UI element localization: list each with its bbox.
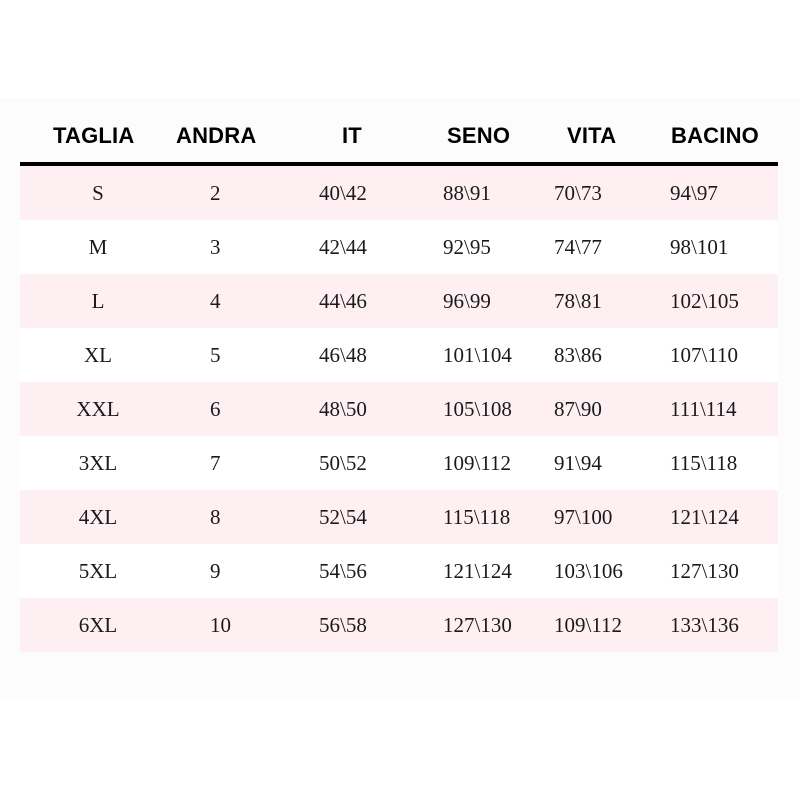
cell-vita: 97\100 bbox=[544, 490, 660, 544]
cell-vita: 103\106 bbox=[544, 544, 660, 598]
table-row bbox=[20, 544, 778, 598]
cell-seno: 121\124 bbox=[432, 544, 544, 598]
cell-seno: 88\91 bbox=[432, 164, 544, 220]
cell-taglia: 3XL bbox=[20, 436, 176, 490]
cell-seno: 127\130 bbox=[432, 598, 544, 652]
cell-andra: 7 bbox=[176, 436, 260, 490]
cell-vita: 83\86 bbox=[544, 328, 660, 382]
cell-vita: 91\94 bbox=[544, 436, 660, 490]
cell-bacino: 133\136 bbox=[660, 598, 778, 652]
cell-taglia: XXL bbox=[20, 382, 176, 436]
table-row bbox=[20, 220, 778, 274]
cell-it: 44\46 bbox=[260, 274, 432, 328]
cell-it: 48\50 bbox=[260, 382, 432, 436]
table-row bbox=[20, 490, 778, 544]
table-row bbox=[20, 274, 778, 328]
cell-seno: 109\112 bbox=[432, 436, 544, 490]
cell-seno: 92\95 bbox=[432, 220, 544, 274]
cell-it: 52\54 bbox=[260, 490, 432, 544]
cell-andra: 10 bbox=[176, 598, 260, 652]
cell-vita: 74\77 bbox=[544, 220, 660, 274]
size-chart-table bbox=[20, 110, 778, 652]
header-seno: SENO bbox=[432, 110, 544, 164]
cell-andra: 9 bbox=[176, 544, 260, 598]
header-andra: ANDRA bbox=[176, 110, 260, 164]
cell-taglia: S bbox=[20, 164, 176, 220]
header-bacino: BACINO bbox=[660, 110, 778, 164]
cell-bacino: 115\118 bbox=[660, 436, 778, 490]
cell-andra: 5 bbox=[176, 328, 260, 382]
table-row bbox=[20, 164, 778, 220]
cell-it: 42\44 bbox=[260, 220, 432, 274]
cell-it: 50\52 bbox=[260, 436, 432, 490]
header-taglia: TAGLIA bbox=[20, 110, 176, 164]
cell-taglia: 6XL bbox=[20, 598, 176, 652]
cell-seno: 101\104 bbox=[432, 328, 544, 382]
cell-taglia: L bbox=[20, 274, 176, 328]
cell-seno: 105\108 bbox=[432, 382, 544, 436]
cell-vita: 109\112 bbox=[544, 598, 660, 652]
cell-it: 54\56 bbox=[260, 544, 432, 598]
cell-bacino: 111\114 bbox=[660, 382, 778, 436]
cell-andra: 3 bbox=[176, 220, 260, 274]
cell-bacino: 94\97 bbox=[660, 164, 778, 220]
cell-vita: 78\81 bbox=[544, 274, 660, 328]
cell-andra: 2 bbox=[176, 164, 260, 220]
cell-bacino: 107\110 bbox=[660, 328, 778, 382]
table-body bbox=[20, 164, 778, 652]
cell-taglia: 5XL bbox=[20, 544, 176, 598]
cell-bacino: 98\101 bbox=[660, 220, 778, 274]
table-row bbox=[20, 598, 778, 652]
table-row bbox=[20, 328, 778, 382]
table-row bbox=[20, 382, 778, 436]
cell-andra: 6 bbox=[176, 382, 260, 436]
cell-vita: 70\73 bbox=[544, 164, 660, 220]
cell-it: 40\42 bbox=[260, 164, 432, 220]
header-row bbox=[20, 110, 778, 164]
cell-taglia: 4XL bbox=[20, 490, 176, 544]
cell-andra: 8 bbox=[176, 490, 260, 544]
header-vita: VITA bbox=[544, 110, 660, 164]
header-it: IT bbox=[260, 110, 432, 164]
cell-seno: 115\118 bbox=[432, 490, 544, 544]
cell-bacino: 121\124 bbox=[660, 490, 778, 544]
cell-seno: 96\99 bbox=[432, 274, 544, 328]
table-header bbox=[20, 110, 778, 164]
cell-it: 56\58 bbox=[260, 598, 432, 652]
table-row bbox=[20, 436, 778, 490]
cell-taglia: M bbox=[20, 220, 176, 274]
cell-taglia: XL bbox=[20, 328, 176, 382]
cell-vita: 87\90 bbox=[544, 382, 660, 436]
cell-andra: 4 bbox=[176, 274, 260, 328]
cell-bacino: 127\130 bbox=[660, 544, 778, 598]
cell-it: 46\48 bbox=[260, 328, 432, 382]
cell-bacino: 102\105 bbox=[660, 274, 778, 328]
